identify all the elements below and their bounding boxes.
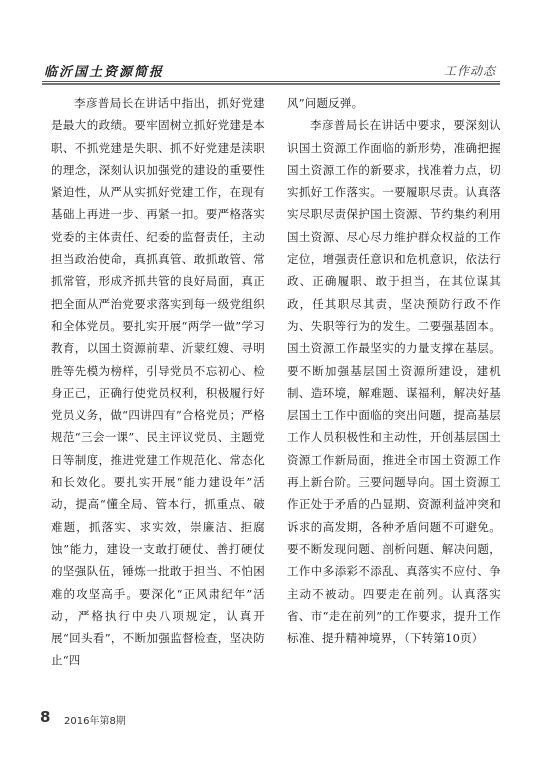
- issue-label: 2016年第8期: [64, 716, 126, 727]
- page-footer: [40, 708, 500, 732]
- paragraph-party-building: 李彦普局长在讲话中指出，抓好党建是最大的政绩。要牢固树立抓好党建是本职、不抓党建是失职、抓不好党建是渎职的理念，深刻认识加强党的建设的重要性紧迫性，从严从实抓好党建工作，在现有基础上再进一步、再紧一扣。要严格落实党委的主体责任、纪委的监督责任，主动担当政治使命，真抓真管、敢抓敢管、常抓常管，形成齐抓共管的良好局面，真正把全面从严治党要求落实到每一级党组织和全体党员。要扎实开展“两学一做”学习教育，以国土资源前辈、沂蒙红嫂、寻明胜等先模为榜样，引导党员不忘初心、检身正己，正确行使党员权利，积极履行好党员义务，做“四讲四有”合格党员；严格规范“三会一课”、民主评议党员、主题党日等制度，推进党建工作规范化、常态化和长效化。要扎实开展“能力建设年”活动，提高“懂全局、管本行，抓重点、破难题，抓落实、求实效，崇廉洁、拒腐蚀”能力，建设一支敢打硬仗、善打硬仗的坚强队伍，锤炼一批敢于担当、不怕困难的攻坚高手。要深化“正风肃纪年”活动，严格执行中央八项规定，认真开展“回头看”，不断加强监督检查，坚决防止“四: [51, 96, 265, 668]
- section-label: 工作动态: [443, 64, 496, 78]
- publication-title: 临沂国土资源简报: [44, 65, 165, 80]
- header-divider: [42, 83, 500, 85]
- page-header: [42, 61, 500, 82]
- paragraph-continuation: 风”问题反弹。: [287, 96, 364, 110]
- paragraph-work-requirements: 李彦普局长在讲话中要求，要深刻认识国土资源工作面临的新形势，准确把握国土资源工作的新要求，找准着力点，切实抓好工作落实。一要履职尽责。认真落实尽职尽责保护国土资源、节约集约利用国土资源、尽心尽力维护群众权益的工作定位，增强责任意识和危机意识，依法行政、正确履职、敢于担当，在其位谋其政，任其职尽其责，坚决预防行政不作为、失职等行为的发生。二要强基固本。国土资源工作最坚实的力量支撑在基层。要不断加强基层国土资源所建设，建机制、造环境，解难题、谋福利，解决好基层国土工作中面临的突出问题，提高基层工作人员积极性和主动性，开创基层国土资源工作新局面，推进全市国土资源工作再上新台阶。三要问题导向。国土资源工作正处于矛盾的凸显期、资源利益冲突和诉求的高发期，各种矛盾问题不可避免。要不断发现问题、剖析问题、解决问题，工作中多添彩不添乱、真落实不应付、争主动不被动。四要走在前列。认真落实省、市“走在前列”的工作要求，提升工作标准、提升精神境界，（下转第10页）: [287, 118, 501, 646]
- page-number: 8: [40, 708, 51, 726]
- article-body: [51, 92, 503, 680]
- right-column: [287, 92, 501, 680]
- left-column: [51, 92, 265, 680]
